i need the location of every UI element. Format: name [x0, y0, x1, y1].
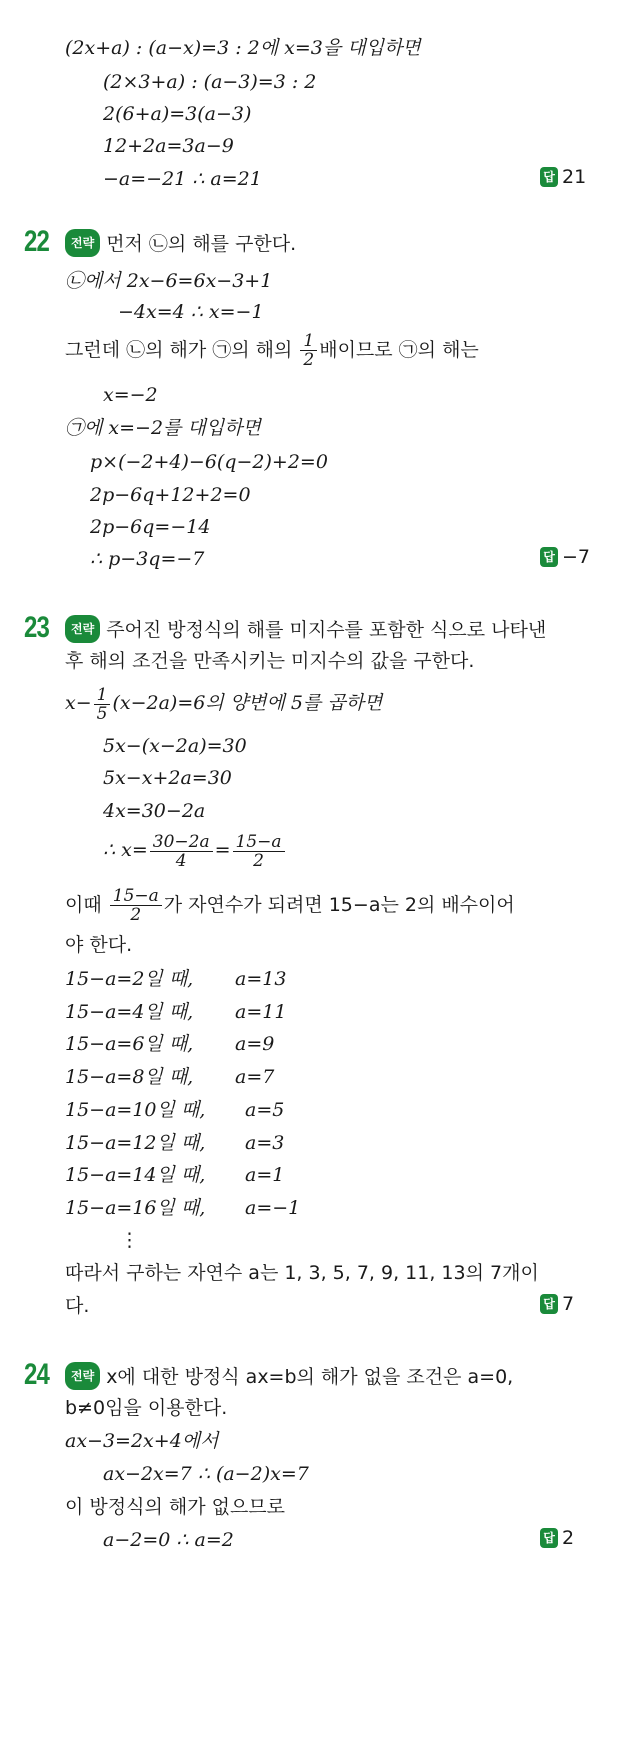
strategy-badge: 전략 — [65, 229, 100, 257]
math-line: −a=−21 ∴ a=21 — [103, 168, 262, 190]
text-line: 이 방정식의 해가 없으므로 — [65, 1496, 286, 1518]
denominator: 5 — [96, 703, 108, 724]
numerator: 30−2a — [150, 833, 213, 852]
math-line: 12+2a=3a−9 — [103, 135, 234, 157]
case-result: a=5 — [245, 1098, 285, 1121]
text: x− — [65, 692, 92, 714]
numerator: 1 — [94, 686, 111, 705]
case-condition: 15−a=12일 때, — [65, 1131, 206, 1154]
strategy-text: 후 해의 조건을 만족시키는 미지수의 값을 구한다. — [65, 650, 475, 672]
case-condition: 15−a=2일 때, — [65, 968, 194, 990]
math-line: x=−2 — [103, 384, 158, 406]
text-line: 야 한다. — [65, 934, 133, 956]
answer-value: 21 — [562, 166, 587, 188]
math-line: 5x−x+2a=30 — [103, 767, 232, 789]
denominator: 2 — [303, 350, 315, 370]
math-line: ∴ p−3q=−7 — [90, 548, 205, 570]
denominator: 4 — [175, 850, 187, 871]
answer-badge: 답 — [540, 1528, 558, 1548]
strategy-badge: 전략 — [65, 615, 100, 643]
math-line-fraction — [65, 683, 382, 723]
case-result: a=−1 — [245, 1196, 301, 1219]
answer-badge: 답 — [540, 547, 558, 567]
case-line — [65, 966, 286, 992]
text: 가 자연수가 되려면 15−a는 2의 배수이어 — [163, 894, 515, 916]
problem-number: 23 — [24, 611, 50, 644]
answer — [540, 166, 586, 188]
answer-value: −7 — [562, 546, 591, 568]
case-line — [65, 1162, 284, 1188]
strategy-text: 주어진 방정식의 해를 미지수를 포함한 식으로 나타낸 — [106, 619, 547, 641]
answer — [540, 1293, 574, 1315]
denominator: 2 — [253, 850, 264, 871]
case-result: a=1 — [245, 1164, 285, 1187]
case-result: a=9 — [235, 1033, 275, 1056]
math-line: ㉠에 x=−2를 대입하면 — [65, 417, 261, 439]
math-line: (2×3+a) : (a−3)=3 : 2 — [103, 71, 317, 93]
case-condition: 15−a=8일 때, — [65, 1066, 194, 1089]
strategy-text: x에 대한 방정식 ax=b의 해가 없을 조건은 a=0, — [106, 1366, 514, 1388]
case-condition: 15−a=16일 때, — [65, 1196, 206, 1219]
case-condition: 15−a=14일 때, — [65, 1164, 206, 1187]
math-line-fraction — [65, 330, 479, 370]
text: 그런데 ㉡의 해가 ㉠의 해의 — [65, 339, 299, 361]
case-condition: 15−a=10일 때, — [65, 1098, 206, 1121]
math-line-fraction — [65, 885, 515, 925]
case-condition: 15−a=6일 때, — [65, 1033, 194, 1056]
case-line — [65, 1031, 274, 1057]
answer-badge: 답 — [540, 167, 558, 187]
case-line — [65, 1195, 300, 1221]
numerator: 1 — [300, 332, 317, 351]
case-result: a=3 — [245, 1131, 285, 1154]
case-line — [65, 1097, 284, 1123]
answer-badge: 답 — [540, 1294, 558, 1314]
text: 배이므로 ㉠의 해는 — [319, 339, 479, 361]
math-line: ax−2x=7 ∴ (a−2)x=7 — [103, 1463, 309, 1485]
strategy-text: 먼저 ㉡의 해를 구한다. — [106, 233, 297, 255]
math-line: ax−3=2x+4에서 — [65, 1430, 219, 1452]
numerator: 15−a — [110, 887, 162, 906]
strategy-text: b≠0임을 이용한다. — [65, 1397, 228, 1419]
math-line: (2x+a) : (a−x)=3 : 2에 x=3을 대입하면 — [65, 37, 421, 59]
math-line: 5x−(x−2a)=30 — [103, 735, 247, 757]
numerator: 15−a — [233, 833, 285, 852]
math-line: −4x=4 ∴ x=−1 — [118, 301, 264, 323]
fraction — [110, 887, 162, 924]
case-result: a=11 — [235, 1000, 287, 1023]
fraction — [300, 332, 317, 369]
problem-number: 24 — [24, 1358, 50, 1391]
text-line: 따라서 구하는 자연수 a는 1, 3, 5, 7, 9, 11, 13의 7개이 — [65, 1262, 539, 1284]
strategy-badge: 전략 — [65, 1362, 100, 1390]
fraction — [150, 833, 213, 870]
strategy-line — [65, 1362, 513, 1390]
problem-number: 22 — [24, 225, 50, 258]
fraction — [233, 833, 285, 870]
strategy-line — [65, 615, 546, 643]
case-result: a=13 — [235, 968, 287, 990]
text: (x−2a)=6의 양변에 5를 곱하면 — [112, 692, 383, 714]
case-line — [65, 999, 286, 1025]
math-line: p×(−2+4)−6(q−2)+2=0 — [90, 451, 328, 473]
case-condition: 15−a=4일 때, — [65, 1000, 194, 1023]
case-line — [65, 1064, 274, 1090]
math-line-fraction — [103, 830, 287, 870]
text-line: 다. — [65, 1295, 90, 1317]
math-line: a−2=0 ∴ a=2 — [103, 1529, 234, 1551]
math-line: 2p−6q+12+2=0 — [90, 484, 251, 506]
math-line: 4x=30−2a — [103, 800, 206, 822]
fraction — [94, 686, 111, 723]
text: ∴ x= — [103, 839, 148, 861]
math-line: ㉡에서 2x−6=6x−3+1 — [65, 270, 273, 292]
math-line: 2(6+a)=3(a−3) — [103, 103, 252, 125]
vdots: ⋮ — [120, 1229, 139, 1251]
case-result: a=7 — [235, 1066, 275, 1089]
answer — [540, 1527, 574, 1549]
answer — [540, 546, 590, 568]
denominator: 2 — [130, 905, 142, 925]
answer-value: 2 — [562, 1527, 575, 1549]
strategy-line — [65, 229, 296, 257]
answer-value: 7 — [562, 1293, 575, 1315]
case-line — [65, 1130, 284, 1156]
text: = — [214, 839, 231, 861]
text: 이때 — [65, 894, 108, 916]
math-line: 2p−6q=−14 — [90, 516, 211, 538]
